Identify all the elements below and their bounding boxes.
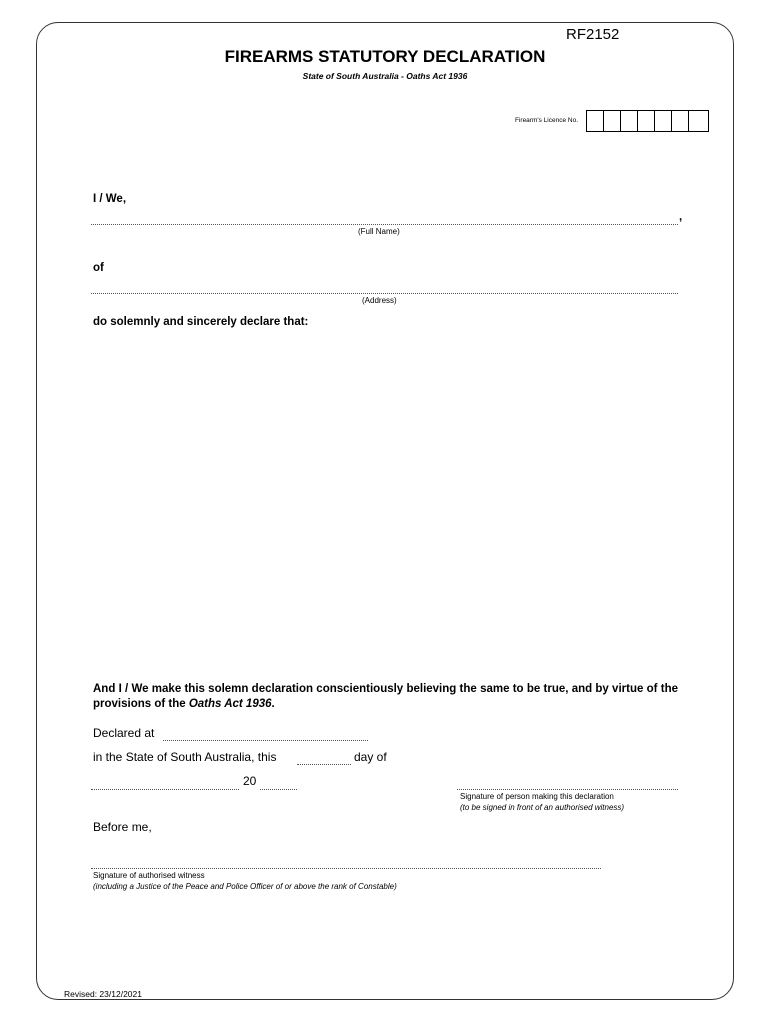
declarant-signature-note: (to be signed in front of an authorised witness) xyxy=(460,803,625,812)
licence-digit-box[interactable] xyxy=(587,111,604,131)
declared-at-label: Declared at xyxy=(93,726,155,740)
licence-digit-box[interactable] xyxy=(604,111,621,131)
closing-statement: And I / We make this solemn declaration conscientiously believing the same to be true, and by virtue of the provisions of the Oaths Act 1936. xyxy=(93,683,678,710)
declared-at-field[interactable] xyxy=(163,740,368,741)
year-field[interactable] xyxy=(260,789,297,790)
licence-number-boxes[interactable] xyxy=(586,110,709,132)
witness-signature-field[interactable] xyxy=(91,868,601,869)
day-field[interactable] xyxy=(297,764,351,765)
address-field[interactable] xyxy=(91,293,678,294)
page-subtitle: State of South Australia - Oaths Act 1936 xyxy=(302,71,468,81)
declarant-signature-field[interactable] xyxy=(457,789,678,790)
year-prefix: 20 xyxy=(243,774,257,788)
licence-digit-box[interactable] xyxy=(655,111,672,131)
declare-label: do solemnly and sincerely declare that: xyxy=(93,316,309,328)
month-field[interactable] xyxy=(91,789,239,790)
day-of-label: day of xyxy=(354,750,387,764)
witness-signature-note: (including a Justice of the Peace and Police Officer of or above the rank of Constable) xyxy=(93,882,397,891)
address-caption: (Address) xyxy=(362,296,397,305)
full-name-comma: , xyxy=(679,211,683,223)
licence-digit-box[interactable] xyxy=(689,111,708,131)
witness-signature-label: Signature of authorised witness xyxy=(93,871,205,880)
licence-digit-box[interactable] xyxy=(638,111,655,131)
full-name-field[interactable] xyxy=(91,224,678,225)
act-name: Oaths Act 1936 xyxy=(188,698,272,710)
revised-date: Revised: 23/12/2021 xyxy=(64,989,142,999)
in-state-label: in the State of South Australia, this xyxy=(93,750,277,764)
licence-digit-box[interactable] xyxy=(621,111,638,131)
declarant-intro: I / We, xyxy=(93,193,127,205)
before-me-label: Before me, xyxy=(93,820,152,834)
licence-number-label: Firearm's Licence No. xyxy=(514,117,578,124)
licence-digit-box[interactable] xyxy=(672,111,689,131)
declaration-body-area[interactable] xyxy=(93,336,678,671)
page-title: FIREARMS STATUTORY DECLARATION xyxy=(224,47,546,66)
form-code: RF2152 xyxy=(566,26,620,43)
declarant-signature-label: Signature of person making this declaration xyxy=(460,792,614,801)
of-label: of xyxy=(93,262,104,274)
full-name-caption: (Full Name) xyxy=(358,227,400,236)
